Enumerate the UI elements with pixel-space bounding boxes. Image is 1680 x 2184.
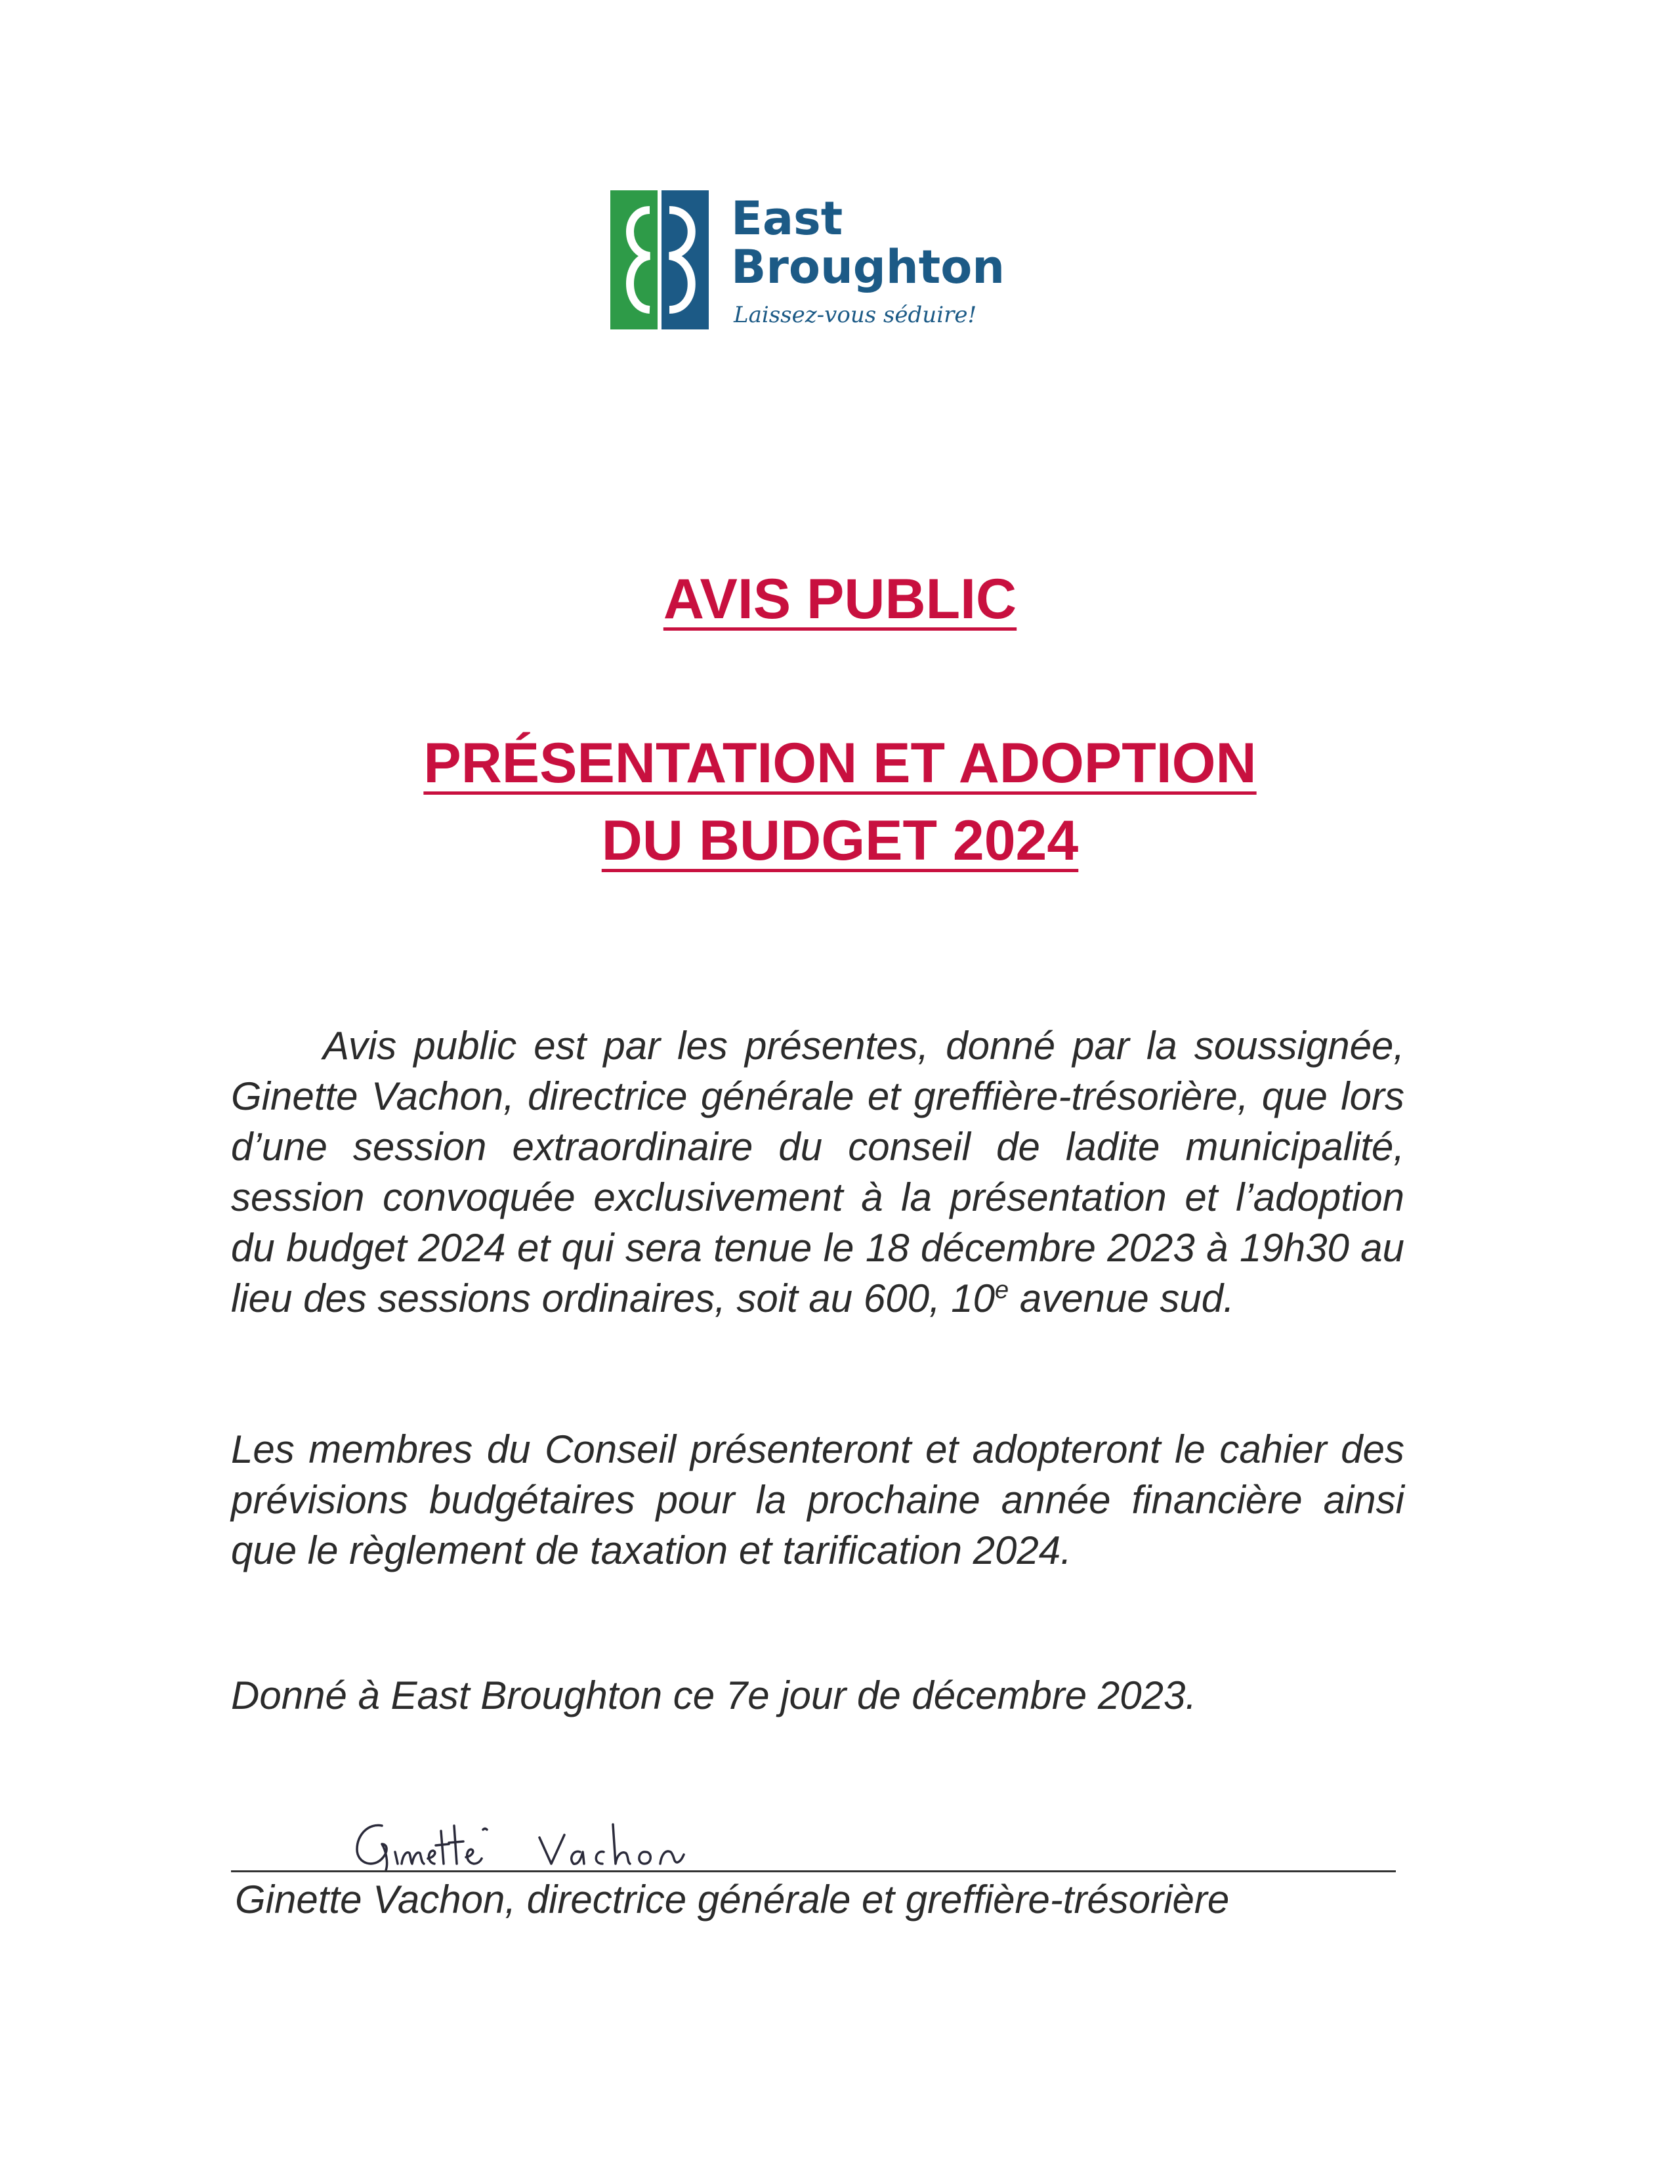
eb-monogram-icon — [610, 190, 709, 329]
signature-block — [231, 1811, 1399, 1922]
handwritten-signature — [343, 1811, 763, 1877]
notice-subtitle-line2: DU BUDGET 2024 — [601, 809, 1079, 872]
signatory-name-title: Ginette Vachon, directrice générale et greffière-trésorière — [235, 1878, 1230, 1922]
notice-date-line: Donné à East Broughton ce 7e jour de décembre 2023. — [231, 1673, 1196, 1717]
notice-paragraph-2: Les membres du Conseil présenteront et adopteront le cahier des prévisions budgétaires pour la prochaine année financière ainsi que le règlement de taxation et tarification 2024. — [231, 1427, 1404, 1572]
notice-paragraph-1: Avis public est par les présentes, donné par la soussignée, Ginette Vachon, directrice générale et greffière-trésorière, que lors d’une session extraordinaire du conseil de ladite municipalité, session convoquée exclusivement à la présentation et l’adoption du budget 2024 et qui sera tenue le 18 décembre 2023 à 19h30 au lieu des sessions ordinaires, soit au 600, 10e avenue sud. — [231, 1024, 1404, 1320]
notice-subtitle-line1: PRÉSENTATION ET ADOPTION — [423, 732, 1257, 795]
signature-line — [231, 1870, 1396, 1872]
superscript-e: e — [995, 1276, 1009, 1304]
logo-name-broughton: Broughton — [731, 240, 1005, 294]
logo-name-east: East — [731, 192, 843, 245]
east-broughton-logo — [610, 190, 1030, 335]
notice-title: AVIS PUBLIC — [663, 568, 1017, 631]
logo-tagline: Laissez-vous séduire! — [734, 302, 977, 328]
